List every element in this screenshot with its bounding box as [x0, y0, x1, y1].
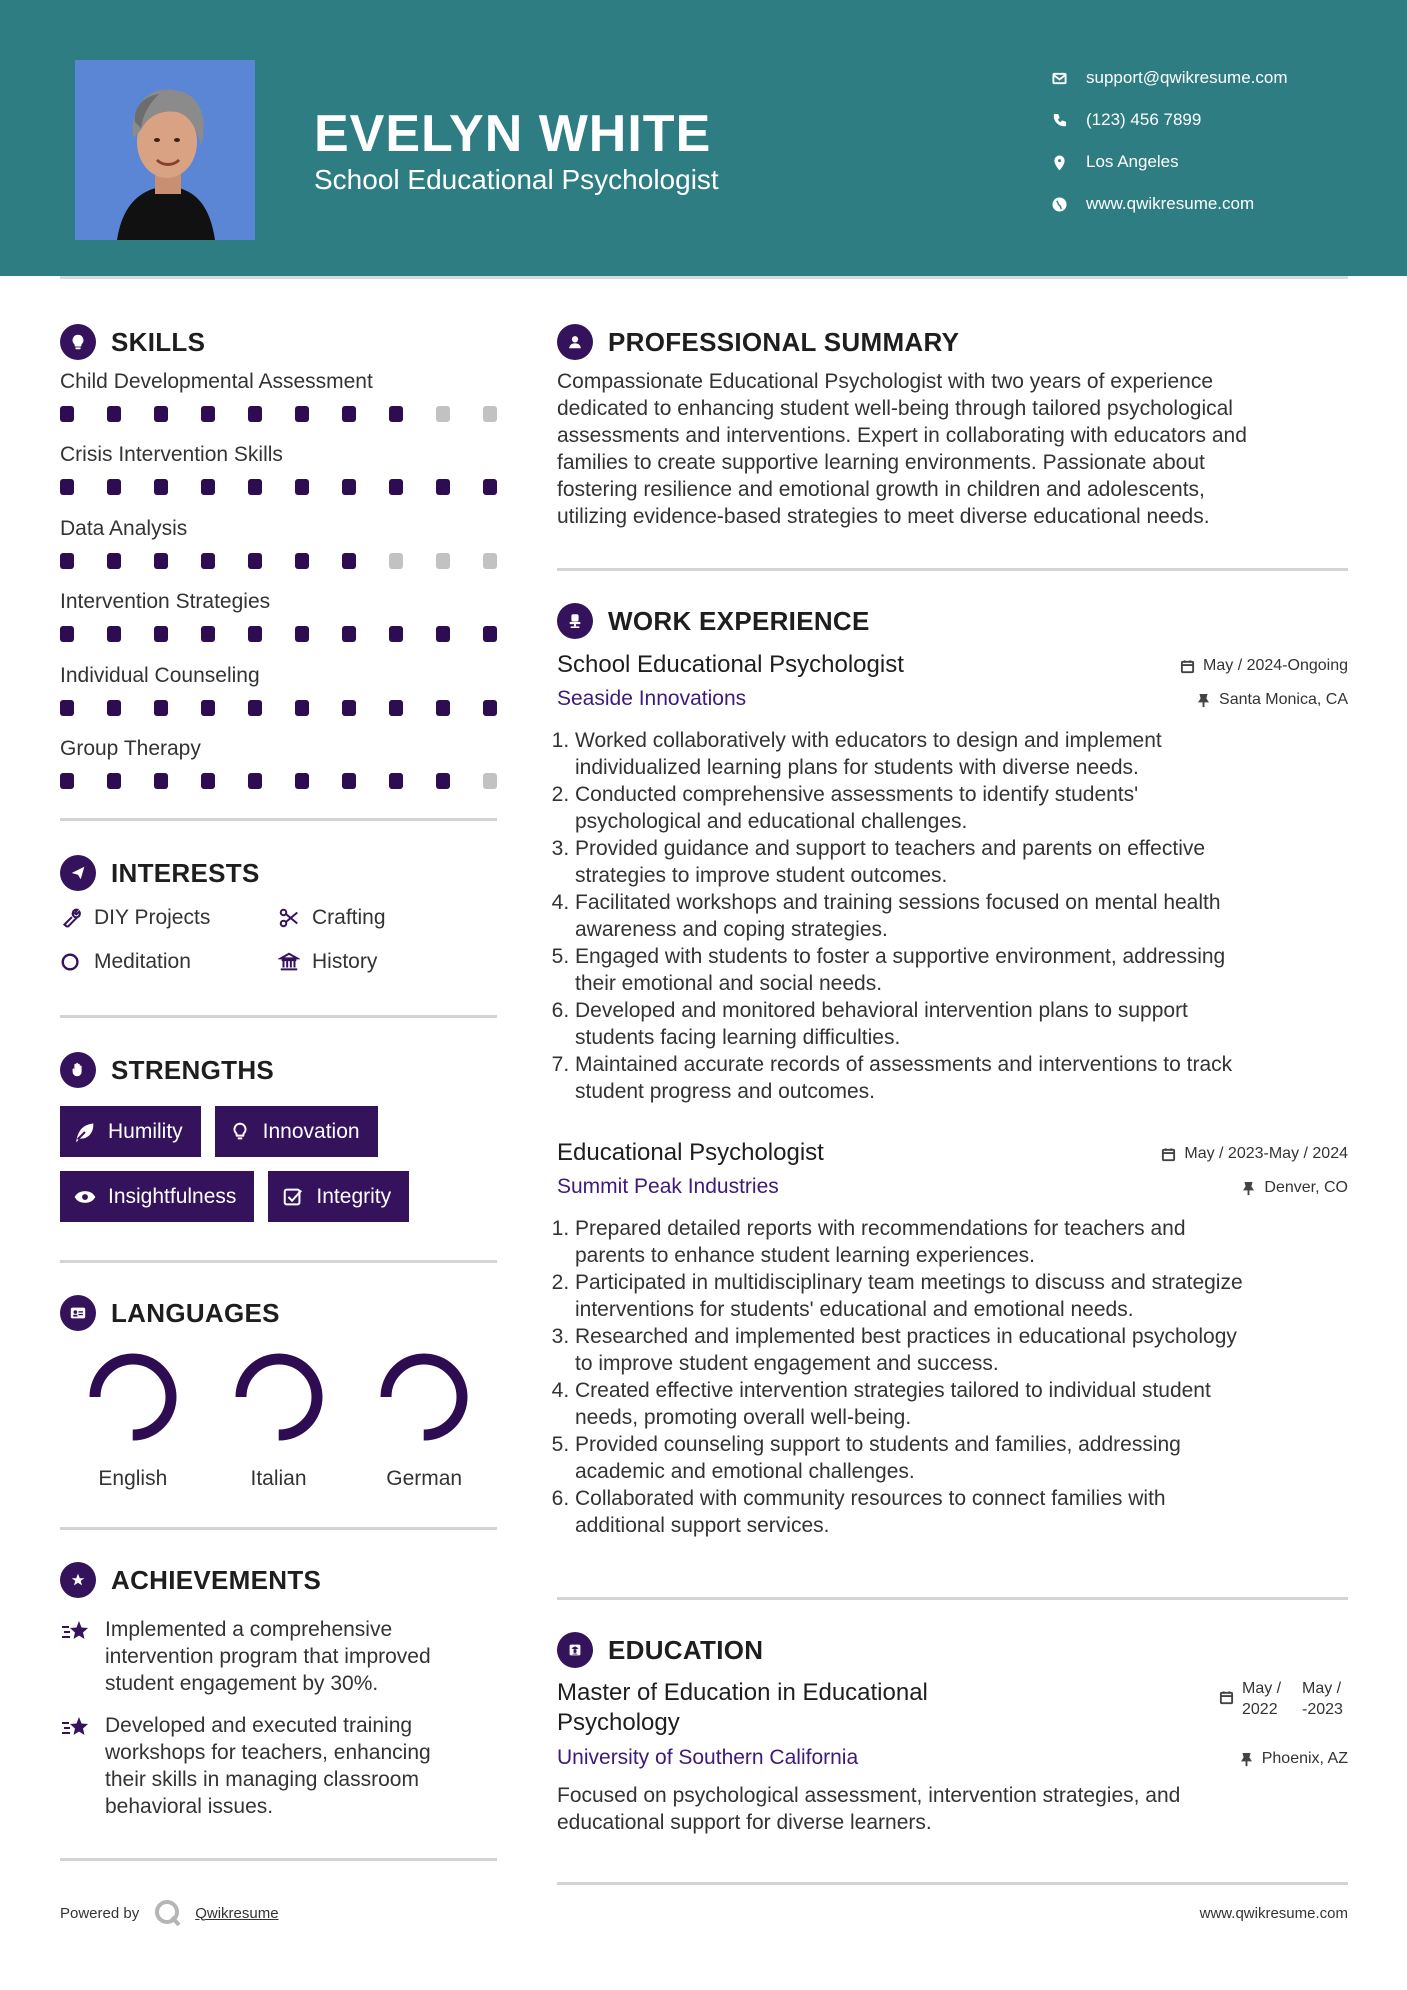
skill-dot-filled — [154, 406, 168, 422]
job-dates — [1161, 1145, 1348, 1163]
star-badge-icon — [60, 1562, 96, 1598]
skill-item — [60, 658, 497, 731]
interests-title: INTERESTS — [111, 857, 260, 888]
experience-title: WORK EXPERIENCE — [608, 605, 870, 636]
skill-level-dots — [60, 765, 497, 789]
skill-dot-empty — [483, 773, 497, 789]
office-chair-icon — [557, 603, 593, 639]
education-start — [1242, 1678, 1302, 1720]
job-duty-line: additional support services. — [575, 1514, 830, 1537]
pushpin-icon — [1196, 693, 1211, 708]
job-duty-line: 5. Engaged with students to foster a supportive environment, addressing — [575, 945, 1226, 968]
skill-item — [60, 364, 497, 437]
language-item — [206, 1347, 352, 1491]
powered-by-label: Powered by — [60, 1904, 140, 1922]
education-row — [557, 1678, 1348, 1738]
skill-name: Intervention Strategies — [60, 590, 271, 614]
job-duty — [575, 727, 1348, 781]
skill-dot-filled — [389, 406, 403, 422]
skill-dot-filled — [389, 626, 403, 642]
job-dates-text: May / 2024-Ongoing — [1203, 657, 1348, 674]
calendar-icon — [1161, 1147, 1176, 1162]
skill-dot-filled — [107, 626, 121, 642]
summary-line: dedicated to enhancing student well-being through tailored psychological — [557, 397, 1233, 420]
language-name: German — [386, 1467, 463, 1491]
job-duty — [575, 1215, 1348, 1269]
circle-icon — [60, 951, 94, 973]
language-level-ring — [374, 1347, 474, 1447]
skill-item — [60, 511, 497, 584]
language-level-ring — [83, 1347, 183, 1447]
language-name: Italian — [250, 1467, 307, 1491]
education-title: EDUCATION — [608, 1634, 764, 1665]
job-duty-line: strategies to improve student outcomes. — [575, 864, 948, 887]
strength-tag — [60, 1171, 254, 1222]
skill-dot-filled — [60, 626, 74, 642]
wrench-icon — [60, 907, 94, 929]
job-duty-line: 4. Facilitated workshops and training sessions focused on mental health — [575, 891, 1221, 914]
interest-item — [60, 903, 278, 933]
skill-dot-filled — [436, 773, 450, 789]
skill-dot-filled — [483, 700, 497, 716]
skill-dot-filled — [107, 479, 121, 495]
skill-dot-filled — [295, 479, 309, 495]
leaf-icon — [74, 1121, 96, 1143]
lightbulb-icon — [60, 324, 96, 360]
languages-list — [60, 1347, 497, 1491]
skill-dot-empty — [389, 553, 403, 569]
strength-label: Integrity — [316, 1184, 392, 1208]
date-part: May / — [1242, 1680, 1282, 1697]
contact-phone[interactable] — [1052, 99, 1382, 141]
museum-icon — [278, 951, 312, 973]
candidate-name: EVELYN WHITE — [314, 105, 712, 163]
powered-by — [60, 1898, 279, 1928]
skill-dot-filled — [248, 553, 262, 569]
user-icon — [557, 324, 593, 360]
eye-icon — [74, 1186, 96, 1208]
job-duty-line: parents to enhance student learning experiences. — [575, 1244, 1035, 1267]
job-duties-list — [557, 727, 1348, 1105]
graduate-icon — [557, 1632, 593, 1668]
job-location-text: Denver, CO — [1264, 1179, 1348, 1196]
skill-dot-filled — [342, 553, 356, 569]
degree-title — [557, 1678, 928, 1738]
jobs-list — [557, 651, 1348, 1539]
language-name: English — [98, 1467, 168, 1491]
job-duty — [575, 889, 1348, 943]
skill-dot-empty — [436, 406, 450, 422]
job-entry — [557, 651, 1348, 1105]
company-name: Summit Peak Industries — [557, 1175, 779, 1198]
degree-line: Master of Education in Educational — [557, 1679, 928, 1706]
skill-dot-filled — [154, 553, 168, 569]
strength-tag — [60, 1106, 201, 1157]
language-level-arc — [386, 1359, 462, 1435]
section-divider — [60, 1858, 497, 1861]
job-duty-line: 6. Collaborated with community resources to connect families with — [575, 1487, 1166, 1510]
summary-line: utilizing evidence-based strategies to meet diverse educational needs. — [557, 505, 1210, 528]
skill-dot-filled — [342, 406, 356, 422]
skills-title: SKILLS — [111, 326, 206, 357]
job-company-row — [557, 1175, 1348, 1199]
job-duty-line: 3. Provided guidance and support to teachers and parents on effective — [575, 837, 1206, 860]
language-level-ring — [229, 1347, 329, 1447]
id-card-icon — [60, 1295, 96, 1331]
skill-name: Child Developmental Assessment — [60, 370, 373, 393]
job-duty-line: awareness and coping strategies. — [575, 918, 888, 941]
skill-dot-filled — [154, 479, 168, 495]
skill-dot-filled — [295, 700, 309, 716]
contact-list — [1052, 57, 1382, 225]
date-part: May / — [1302, 1680, 1342, 1697]
achievement-text — [105, 1616, 431, 1697]
candidate-title: School Educational Psychologist — [314, 164, 719, 195]
job-duty — [575, 1377, 1348, 1431]
achievement-line: Implemented a comprehensive — [105, 1618, 393, 1642]
skill-dot-filled — [248, 406, 262, 422]
left-column — [60, 322, 497, 1861]
skill-dot-filled — [295, 406, 309, 422]
summary-line: assessments and interventions. Expert in collaborating with educators and — [557, 424, 1247, 447]
education-school-row — [557, 1746, 1348, 1770]
education-dates — [1219, 1678, 1348, 1720]
skill-dot-filled — [342, 700, 356, 716]
profile-photo — [75, 60, 255, 240]
contact-email[interactable] — [1052, 57, 1382, 99]
calendar-icon — [1219, 1690, 1234, 1705]
job-duty — [575, 1485, 1348, 1539]
job-entry — [557, 1139, 1348, 1539]
achievement-item — [60, 1616, 497, 1697]
job-dates — [1180, 657, 1348, 675]
skill-dot-filled — [154, 700, 168, 716]
skill-dot-filled — [60, 479, 74, 495]
skill-name: Data Analysis — [60, 516, 188, 540]
job-duty-line: 1. Worked collaboratively with educators to design and implement — [575, 729, 1162, 752]
achievement-line: workshops for teachers, enhancing — [105, 1741, 431, 1765]
skill-dot-filled — [60, 553, 74, 569]
skill-dot-filled — [389, 773, 403, 789]
summary-text — [557, 368, 1348, 530]
calendar-icon — [1180, 659, 1195, 674]
skill-dot-filled — [60, 700, 74, 716]
paper-plane-icon — [60, 855, 96, 891]
skill-dot-filled — [201, 479, 215, 495]
job-location — [1196, 691, 1348, 709]
job-title: School Educational Psychologist — [557, 651, 904, 678]
skill-dot-filled — [389, 700, 403, 716]
job-duty — [575, 1431, 1348, 1485]
interest-label: History — [312, 950, 378, 974]
profile-photo-image — [75, 60, 255, 240]
language-level-arc — [95, 1359, 171, 1435]
job-duty-line: 6. Developed and monitored behavioral intervention plans to support — [575, 999, 1188, 1022]
skill-dot-filled — [295, 773, 309, 789]
strength-label: Humility — [108, 1119, 183, 1143]
job-duty-line: 1. Prepared detailed reports with recommendations for teachers and — [575, 1217, 1186, 1240]
skill-dot-filled — [107, 773, 121, 789]
summary-line: families to create supportive learning environments. Passionate about — [557, 451, 1205, 474]
skill-dot-filled — [436, 626, 450, 642]
skill-dot-filled — [248, 479, 262, 495]
date-part — [1302, 1699, 1348, 1720]
skill-dot-filled — [154, 773, 168, 789]
map-pin-icon — [1052, 155, 1086, 170]
job-duty-line: psychological and educational challenges. — [575, 810, 968, 833]
skill-dot-filled — [60, 406, 74, 422]
job-duty-line: student progress and outcomes. — [575, 1080, 876, 1103]
strengths-heading — [60, 1050, 497, 1090]
section-divider — [60, 1527, 497, 1530]
job-duty-line: 4. Created effective intervention strategies tailored to individual student — [575, 1379, 1211, 1402]
section-divider — [557, 1597, 1348, 1600]
skill-dot-filled — [483, 479, 497, 495]
skill-dot-filled — [248, 773, 262, 789]
education-desc-line: educational support for diverse learners. — [557, 1811, 932, 1834]
strength-tag — [268, 1171, 409, 1222]
skill-dot-filled — [342, 626, 356, 642]
language-item — [60, 1347, 206, 1491]
job-duty-line: individualized learning plans for students with diverse needs. — [575, 756, 1139, 779]
education-description — [557, 1782, 1348, 1836]
education-location — [1239, 1750, 1348, 1768]
pushpin-icon — [1241, 1181, 1256, 1196]
skill-item — [60, 437, 497, 510]
date-dash: - — [1302, 1701, 1308, 1718]
skill-dot-filled — [201, 406, 215, 422]
lightbulb-icon — [229, 1121, 251, 1143]
strengths-title: STRENGTHS — [111, 1054, 275, 1085]
footer-url[interactable]: www.qwikresume.com — [1199, 1905, 1348, 1922]
achievement-line: intervention program that improved — [105, 1645, 431, 1669]
contact-location-text: Los Angeles — [1086, 152, 1179, 171]
education-location-text: Phoenix, AZ — [1261, 1750, 1348, 1767]
skill-dot-filled — [201, 626, 215, 642]
section-divider — [557, 1882, 1348, 1885]
languages-title: LANGUAGES — [111, 1297, 280, 1328]
job-duty — [575, 1269, 1348, 1323]
job-duty-line: their emotional and social needs. — [575, 972, 883, 995]
job-duty-line: 2. Conducted comprehensive assessments to identify students' — [575, 783, 1139, 806]
section-divider — [557, 568, 1348, 571]
skill-dot-filled — [248, 626, 262, 642]
skill-dot-filled — [107, 553, 121, 569]
achievement-line: their skills in managing classroom — [105, 1768, 419, 1792]
interest-label: DIY Projects — [94, 906, 211, 930]
skill-name: Individual Counseling — [60, 663, 260, 687]
experience-heading — [557, 601, 1348, 641]
summary-line: fostering resilience and emotional growth in children and adolescents, — [557, 478, 1205, 501]
language-item — [351, 1347, 497, 1491]
job-location-text: Santa Monica, CA — [1219, 691, 1348, 708]
phone-icon — [1052, 113, 1086, 128]
interest-item — [278, 903, 496, 933]
skill-dot-filled — [436, 700, 450, 716]
check-square-icon — [282, 1186, 304, 1208]
job-duty-line: 2. Participated in multidisciplinary team meetings to discuss and strategize — [575, 1271, 1243, 1294]
envelope-icon — [1052, 71, 1086, 86]
skill-dot-filled — [201, 773, 215, 789]
skill-level-dots — [60, 545, 497, 569]
interests-heading — [60, 853, 497, 893]
interest-label: Meditation — [94, 950, 191, 974]
skill-dot-empty — [483, 406, 497, 422]
contact-website[interactable] — [1052, 183, 1382, 225]
achievement-line: behavioral issues. — [105, 1795, 274, 1819]
education-heading — [557, 1630, 1348, 1670]
job-duty-line: needs, promoting overall well-being. — [575, 1406, 912, 1429]
skill-item — [60, 584, 497, 657]
school-name: University of Southern California — [557, 1746, 859, 1769]
skill-dot-filled — [107, 406, 121, 422]
skill-level-dots — [60, 471, 497, 495]
skill-dot-filled — [60, 773, 74, 789]
education-desc-line: Focused on psychological assessment, intervention strategies, and — [557, 1784, 1181, 1807]
job-duty-line: 3. Researched and implemented best practices in educational psychology — [575, 1325, 1237, 1348]
skill-dot-filled — [483, 626, 497, 642]
skill-name: Crisis Intervention Skills — [60, 443, 283, 467]
degree-line: Psychology — [557, 1709, 680, 1736]
job-duty-line: 7. Maintained accurate records of assessments and interventions to track — [575, 1053, 1233, 1076]
job-title: Educational Psychologist — [557, 1139, 824, 1166]
achievement-item — [60, 1712, 497, 1820]
section-divider — [60, 1260, 497, 1263]
section-divider — [60, 1015, 497, 1018]
skill-dot-empty — [436, 553, 450, 569]
job-title-row — [557, 651, 1348, 679]
date-year: 2023 — [1307, 1701, 1343, 1718]
job-duty — [575, 781, 1348, 835]
job-duty — [575, 943, 1348, 997]
job-duty-line: students facing learning difficulties. — [575, 1026, 901, 1049]
skill-dot-filled — [342, 479, 356, 495]
summary-heading — [557, 322, 1348, 362]
date-part: 2022 — [1242, 1701, 1278, 1718]
skill-level-dots — [60, 692, 497, 716]
contact-website-text: www.qwikresume.com — [1086, 194, 1255, 213]
contact-location — [1052, 141, 1382, 183]
skill-dot-filled — [436, 479, 450, 495]
skill-item — [60, 731, 497, 804]
interest-item — [278, 947, 496, 977]
skill-name: Group Therapy — [60, 736, 201, 760]
achievement-line: student engagement by 30%. — [105, 1672, 379, 1696]
strength-tag — [215, 1106, 378, 1157]
strength-label: Innovation — [262, 1119, 360, 1143]
skill-dot-filled — [295, 626, 309, 642]
hand-icon — [60, 1052, 96, 1088]
skill-dot-filled — [107, 700, 121, 716]
pushpin-icon — [1239, 1752, 1254, 1767]
job-duty-line: academic and emotional challenges. — [575, 1460, 915, 1483]
strength-label: Insightfulness — [108, 1184, 237, 1208]
skill-dot-empty — [483, 553, 497, 569]
skill-dot-filled — [154, 626, 168, 642]
job-duty — [575, 835, 1348, 889]
job-title-row — [557, 1139, 1348, 1167]
achievement-text — [105, 1712, 431, 1820]
globe-icon — [1052, 197, 1086, 212]
interest-item — [60, 947, 278, 977]
skill-dot-filled — [248, 700, 262, 716]
header-divider — [60, 276, 1348, 279]
skill-level-dots — [60, 398, 497, 422]
shooting-star-icon — [60, 1616, 105, 1697]
achievements-title: ACHIEVEMENTS — [111, 1564, 322, 1595]
skills-heading — [60, 322, 497, 362]
contact-email-text: support@qwikresume.com — [1086, 68, 1288, 87]
skill-dot-filled — [389, 479, 403, 495]
contact-phone-text: (123) 456 7899 — [1086, 110, 1202, 129]
job-duty — [575, 1051, 1348, 1105]
skill-dot-filled — [201, 553, 215, 569]
achievement-line: Developed and executed training — [105, 1714, 413, 1738]
section-divider — [60, 818, 497, 821]
right-column — [557, 322, 1348, 1885]
language-level-arc — [241, 1359, 317, 1435]
summary-line: Compassionate Educational Psychologist with two years of experience — [557, 370, 1214, 393]
job-duty-line: to improve student engagement and success. — [575, 1352, 999, 1375]
company-name: Seaside Innovations — [557, 687, 747, 710]
resume-header — [0, 0, 1407, 276]
scissors-icon — [278, 907, 312, 929]
skill-level-dots — [60, 618, 497, 642]
job-duty-line: interventions for students' educational and emotional needs. — [575, 1298, 1134, 1321]
interest-label: Crafting — [312, 906, 386, 930]
languages-heading — [60, 1293, 497, 1333]
shooting-star-icon — [60, 1712, 105, 1820]
qwikresume-link[interactable]: Qwikresume — [195, 1904, 279, 1922]
job-company-row — [557, 687, 1348, 711]
qwikresume-logo-icon — [153, 1898, 183, 1928]
job-duty — [575, 997, 1348, 1051]
skill-dot-filled — [295, 553, 309, 569]
job-duties-list — [557, 1215, 1348, 1539]
job-duty — [575, 1323, 1348, 1377]
job-duty-line: 5. Provided counseling support to students and families, addressing — [575, 1433, 1181, 1456]
job-location — [1241, 1179, 1348, 1197]
summary-title: PROFESSIONAL SUMMARY — [608, 326, 960, 357]
job-dates-text: May / 2023-May / 2024 — [1184, 1145, 1348, 1162]
skills-list — [60, 364, 497, 804]
skill-dot-filled — [201, 700, 215, 716]
education-end — [1302, 1678, 1348, 1720]
strengths-list — [60, 1106, 497, 1222]
skill-dot-filled — [342, 773, 356, 789]
interests-list — [60, 903, 497, 977]
achievements-heading — [60, 1560, 497, 1600]
